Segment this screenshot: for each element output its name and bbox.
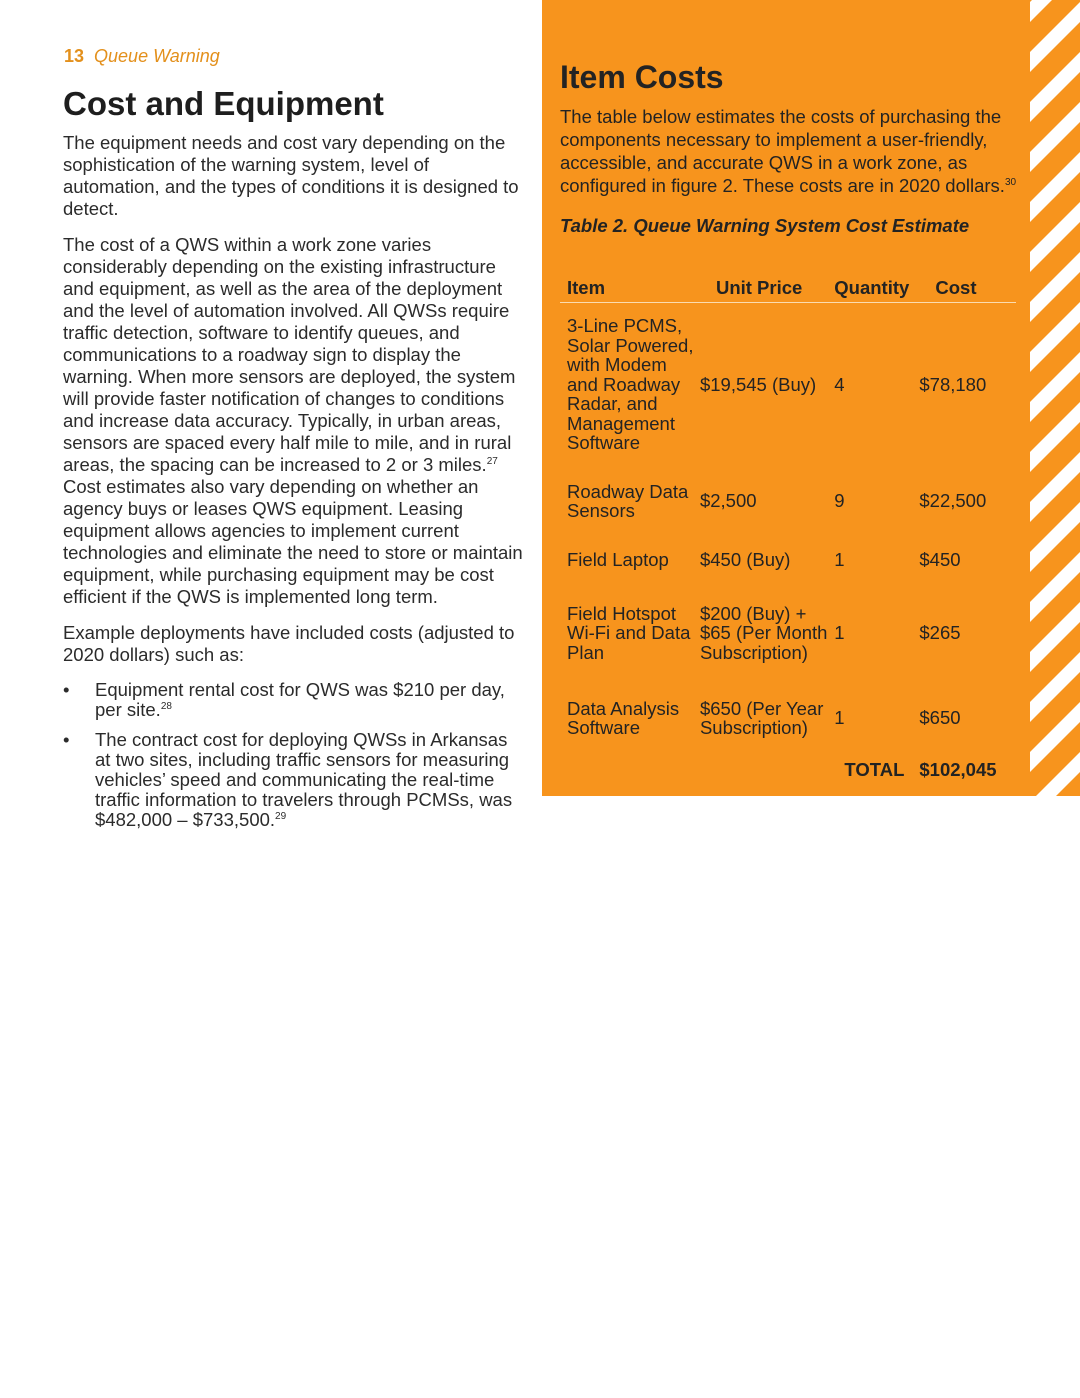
cell-unit-price: $450 (Buy) — [699, 549, 791, 571]
column-header-quantity: Quantity — [834, 272, 919, 303]
bullet-text: Equipment rental cost for QWS was $210 per day, per site. — [95, 679, 505, 720]
cell-item: 3-Line PCMS, Solar Powered, with Modem and Roadway Radar, and Management Software — [567, 315, 694, 454]
cell-item: Roadway Data Sensors — [567, 480, 689, 521]
left-column — [63, 84, 523, 840]
paragraph-intro: The equipment needs and cost vary depending on the sophistication of the warning system, level of automation, and the types of conditions it is designed to detect. — [63, 132, 519, 219]
footnote-ref: 28 — [160, 700, 172, 712]
section-title: Queue Warning — [94, 46, 220, 66]
table-total-row — [560, 754, 1016, 786]
cell-quantity: 1 — [834, 622, 845, 644]
panel-intro-text: The table below estimates the costs of purchasing the components necessary to implement a user-friendly, accessible, and accurate QWS in a work zone, as configured in figure 2. These costs are in 2020 dollars. — [560, 106, 1005, 196]
table-row — [560, 466, 1016, 536]
cell-cost: $265 — [919, 622, 961, 644]
footnote-ref: 29 — [275, 810, 287, 822]
cell-item: Data Analysis Software — [567, 697, 680, 738]
table-row — [560, 303, 1016, 467]
page-title: Cost and Equipment — [63, 85, 384, 122]
paragraph-cost-tail: Cost estimates also vary depending on whether an agency buys or leases QWS equipment. Leasing equipment allows agencies to implement current technologies and eliminate the need to store or maintain equipment, while purchasing equipment may be cost efficient if the QWS is implemented long term. — [63, 476, 523, 607]
cell-quantity: 1 — [834, 549, 845, 571]
list-item — [63, 730, 523, 830]
cell-unit-price: $650 (Per Year Subscription) — [699, 697, 824, 738]
cell-quantity: 4 — [834, 373, 845, 395]
footnote-ref: 27 — [486, 455, 498, 467]
table-header-row — [560, 272, 1016, 303]
cell-item: Field Hotspot Wi-Fi and Data Plan — [567, 602, 691, 663]
cell-cost: $650 — [919, 707, 961, 729]
panel-intro — [560, 105, 1035, 197]
paragraph-examples: Example deployments have included costs (adjusted to 2020 dollars) such as: — [63, 622, 515, 665]
cell-cost: $78,180 — [919, 373, 987, 395]
column-header-cost: Cost — [919, 272, 1016, 303]
cost-estimate-table — [560, 272, 1016, 786]
cell-cost: $450 — [919, 549, 961, 571]
page-header — [64, 46, 220, 67]
paragraph-cost-text: The cost of a QWS within a work zone varies considerably depending on the existing infrastructure and equipment, as well as the area of the deployment and the level of automation involved. All QWSs require traffic detection, software to identify queues, and communications to a roadway sign to display the warning. When more sensors are deployed, the system will provide faster notification of changes to conditions and increase data accuracy. Typically, in urban areas, sensors are spaced every half mile to mile, and in rural areas, the spacing can be increased to 2 or 3 miles. — [63, 234, 516, 475]
paragraph-cost — [63, 234, 523, 608]
cell-quantity: 9 — [834, 490, 845, 512]
cell-cost: $22,500 — [919, 490, 987, 512]
column-header-item: Item — [560, 272, 700, 303]
table-caption: Table 2. Queue Warning System Cost Estimate — [560, 215, 970, 236]
table-row — [560, 584, 1016, 682]
panel-title: Item Costs — [560, 59, 724, 95]
bullet-text: The contract cost for deploying QWSs in Arkansas at two sites, including traffic sensors for measuring vehicles’ speed and communicating the real-time traffic information to travelers through PCMSs, was $482,000 – $733,500. — [95, 729, 513, 830]
bullet-list — [63, 680, 523, 830]
cell-quantity: 1 — [834, 707, 845, 729]
footnote-ref: 30 — [1004, 176, 1017, 188]
panel-content — [560, 56, 1035, 237]
total-label: TOTAL — [844, 759, 905, 781]
page-number: 13 — [64, 46, 85, 66]
list-item — [63, 680, 523, 720]
table-row — [560, 536, 1016, 584]
cell-unit-price: $2,500 — [699, 490, 757, 512]
cell-unit-price: $19,545 (Buy) — [699, 373, 817, 395]
item-costs-panel — [542, 0, 1080, 796]
column-header-unit-price: Unit Price — [700, 272, 834, 303]
table-row — [560, 682, 1016, 754]
cell-unit-price: $200 (Buy) + $65 (Per Month Subscription) — [699, 602, 828, 663]
total-value: $102,045 — [919, 759, 997, 781]
cell-item: Field Laptop — [567, 549, 669, 571]
